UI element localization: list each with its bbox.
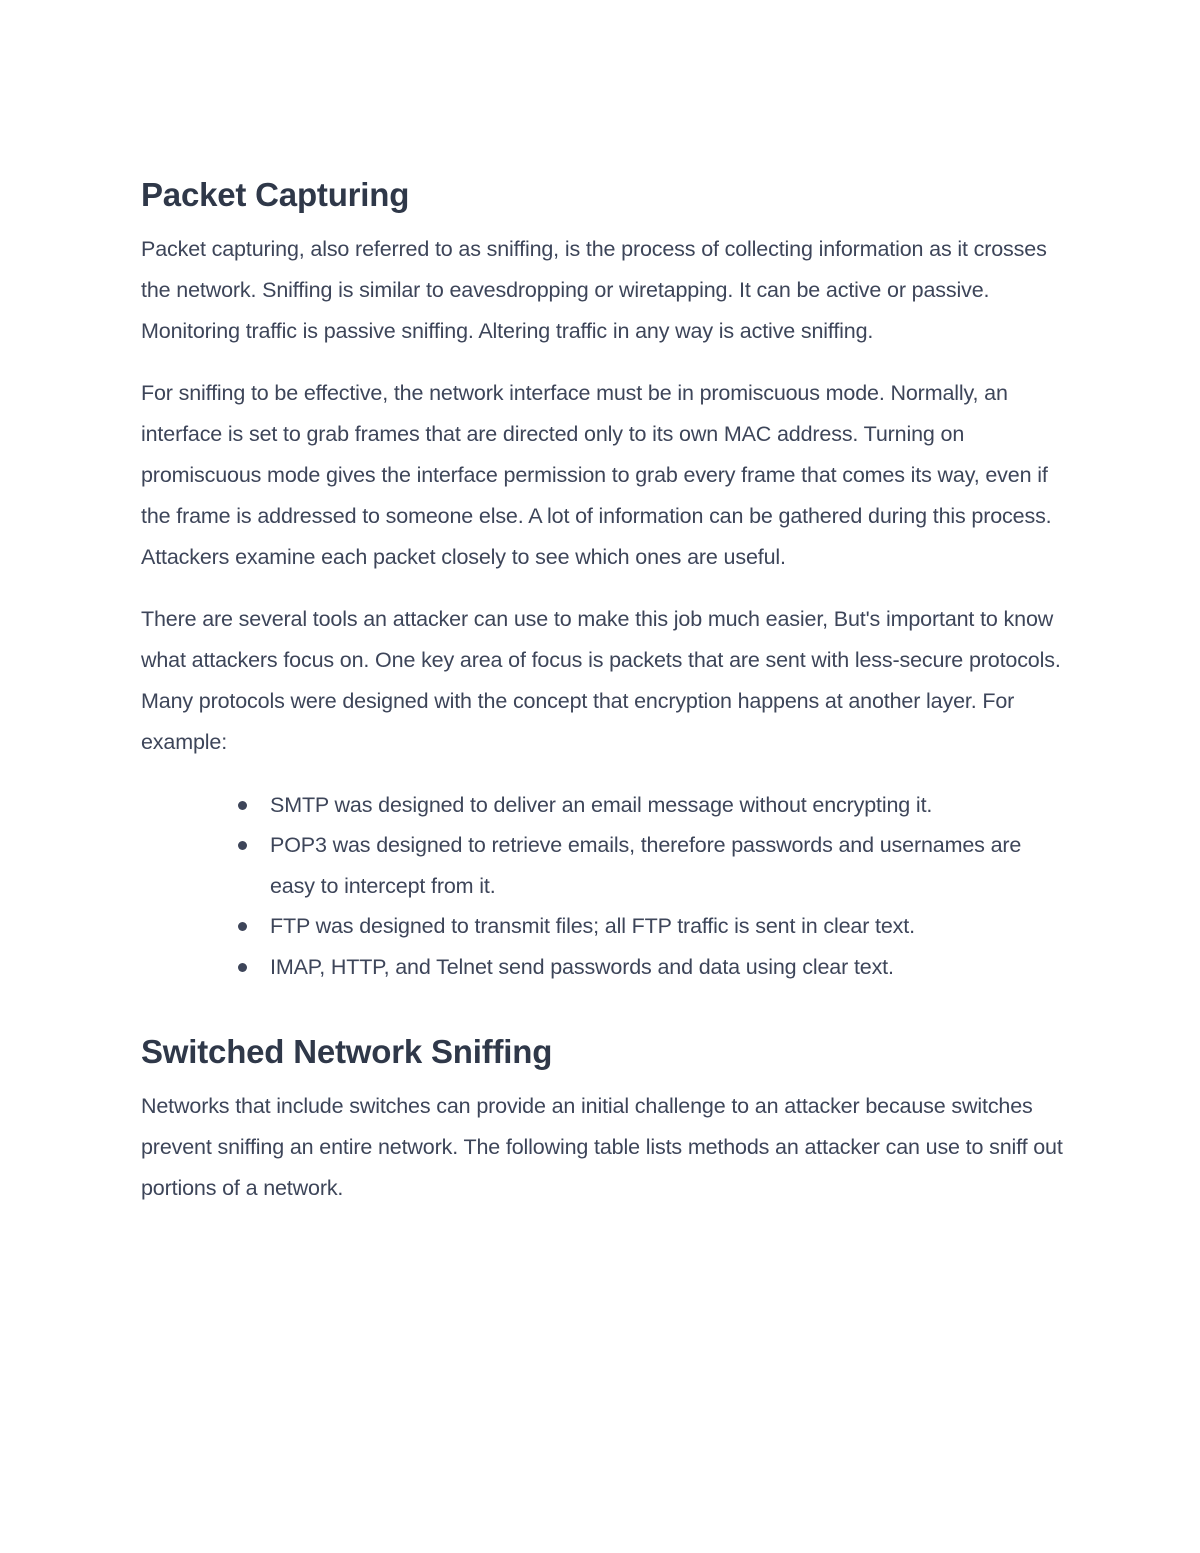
paragraph-promiscuous-mode: For sniffing to be effective, the network interface must be in promiscuous mode. Normally, an interface is set to grab frames that are directed only to its own MAC address. Turning on promiscuous mode gives the interface permission to grab every frame that comes its way, even if the frame is addressed to someone else. A lot of information can be gathered during this process. Attackers examine each packet closely to see which ones are useful. <box>141 381 1052 569</box>
list-item <box>270 825 1066 906</box>
list-item-text: IMAP, HTTP, and Telnet send passwords and data using clear text. <box>270 954 894 979</box>
bullet-dot-icon <box>238 841 247 850</box>
bullet-dot-icon <box>238 801 247 810</box>
list-item <box>270 906 1066 947</box>
list-item-text: SMTP was designed to deliver an email message without encrypting it. <box>270 792 933 817</box>
paragraph-attacker-tools: There are several tools an attacker can use to make this job much easier, But's important to know what attackers focus on. One key area of focus is packets that are sent with less-secure protocols. Many protocols were designed with the concept that encryption happens at another layer. For example: <box>141 607 1061 754</box>
bullet-dot-icon <box>238 922 247 931</box>
paragraph-sniffing-definition: Packet capturing, also referred to as sniffing, is the process of collecting information as it crosses the network. Sniffing is similar to eavesdropping or wiretapping. It can be active or passive. Monitoring traffic is passive sniffing. Altering traffic in any way is active sniffing. <box>141 237 1047 343</box>
list-item <box>270 785 1066 826</box>
list-item-text: FTP was designed to transmit files; all FTP traffic is sent in clear text. <box>270 914 915 939</box>
section-heading-packet-capturing: Packet Capturing <box>141 176 410 213</box>
document-page <box>141 172 1066 1208</box>
list-item <box>270 947 1066 988</box>
protocol-bullet-list <box>141 785 1066 988</box>
list-item-text: POP3 was designed to retrieve emails, therefore passwords and usernames are easy to intercept from it. <box>270 833 1022 898</box>
section-heading-switched-network-sniffing: Switched Network Sniffing <box>141 1033 553 1071</box>
paragraph-switched-networks: Networks that include switches can provide an initial challenge to an attacker because switches prevent sniffing an entire network. The following table lists methods an attacker can use to sniff out portions of a network. <box>141 1094 1063 1200</box>
bullet-dot-icon <box>238 963 247 972</box>
